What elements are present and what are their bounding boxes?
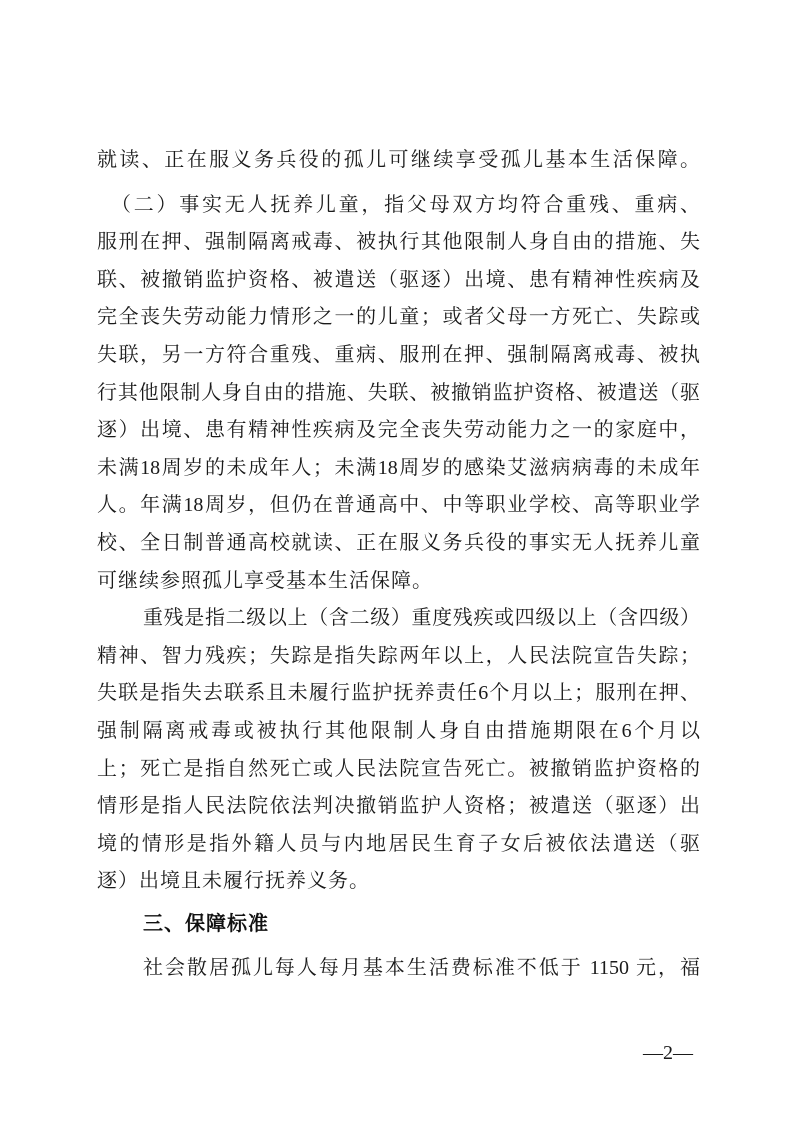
text-line: 联、被撤销监护资格、被遣送（驱逐）出境、患有精神性疾病及 bbox=[97, 268, 700, 291]
text-line: 境的情形是指外籍人员与内地居民生育子女后被依法遣送（驱 bbox=[97, 832, 700, 855]
text-line: 行其他限制人身自由的措施、失联、被撤销监护资格、被遣送（驱 bbox=[97, 381, 700, 404]
section-heading: 三、保障标准 bbox=[143, 912, 269, 935]
text-line: 逐）出境、患有精神性疾病及完全丧失劳动能力之一的家庭中， bbox=[97, 419, 700, 442]
text-line: 社会散居孤儿每人每月基本生活费标准不低于 1150 元，福 bbox=[143, 957, 700, 980]
page-number: —2— bbox=[643, 1042, 693, 1064]
text-line: 完全丧失劳动能力情形之一的儿童；或者父母一方死亡、失踪或 bbox=[97, 306, 700, 329]
paragraph bbox=[97, 142, 700, 180]
paragraph bbox=[97, 187, 700, 601]
text-line: 上；死亡是指自然死亡或人民法院宣告死亡。被撤销监护资格的 bbox=[97, 757, 700, 780]
paragraph bbox=[97, 906, 700, 944]
paragraph bbox=[97, 950, 700, 988]
text-line: 就读、正在服义务兵役的孤儿可继续享受孤儿基本生活保障。 bbox=[97, 149, 700, 171]
text-line: 服刑在押、强制隔离戒毒、被执行其他限制人身自由的措施、失 bbox=[97, 231, 700, 254]
text-line: 重残是指二级以上（含二级）重度残疾或四级以上（含四级） bbox=[143, 607, 700, 630]
text-line: 强制隔离戒毒或被执行其他限制人身自由措施期限在6个月以 bbox=[97, 719, 700, 742]
text-line: 未满18周岁的未成年人；未满18周岁的感染艾滋病病毒的未成年 bbox=[97, 456, 700, 479]
text-line: （二）事实无人抚养儿童，指父母双方均符合重残、重病、 bbox=[111, 193, 700, 216]
text-line: 失联是指失去联系且未履行监护抚养责任6个月以上；服刑在押、 bbox=[97, 682, 700, 705]
text-line: 校、全日制普通高校就读、正在服义务兵役的事实无人抚养儿童 bbox=[97, 531, 700, 554]
text-line: 情形是指人民法院依法判决撤销监护人资格；被遣送（驱逐）出 bbox=[97, 795, 700, 818]
document-body bbox=[97, 142, 700, 988]
text-line: 逐）出境且未履行抚养义务。 bbox=[97, 870, 370, 893]
text-line: 失联，另一方符合重残、重病、服刑在押、强制隔离戒毒、被执 bbox=[97, 343, 700, 366]
text-line: 可继续参照孤儿享受基本生活保障。 bbox=[97, 569, 433, 592]
paragraph bbox=[97, 600, 700, 901]
text-line: 人。年满18周岁，但仍在普通高中、中等职业学校、高等职业学 bbox=[97, 494, 700, 517]
text-line: 精神、智力残疾；失踪是指失踪两年以上，人民法院宣告失踪； bbox=[97, 644, 700, 667]
